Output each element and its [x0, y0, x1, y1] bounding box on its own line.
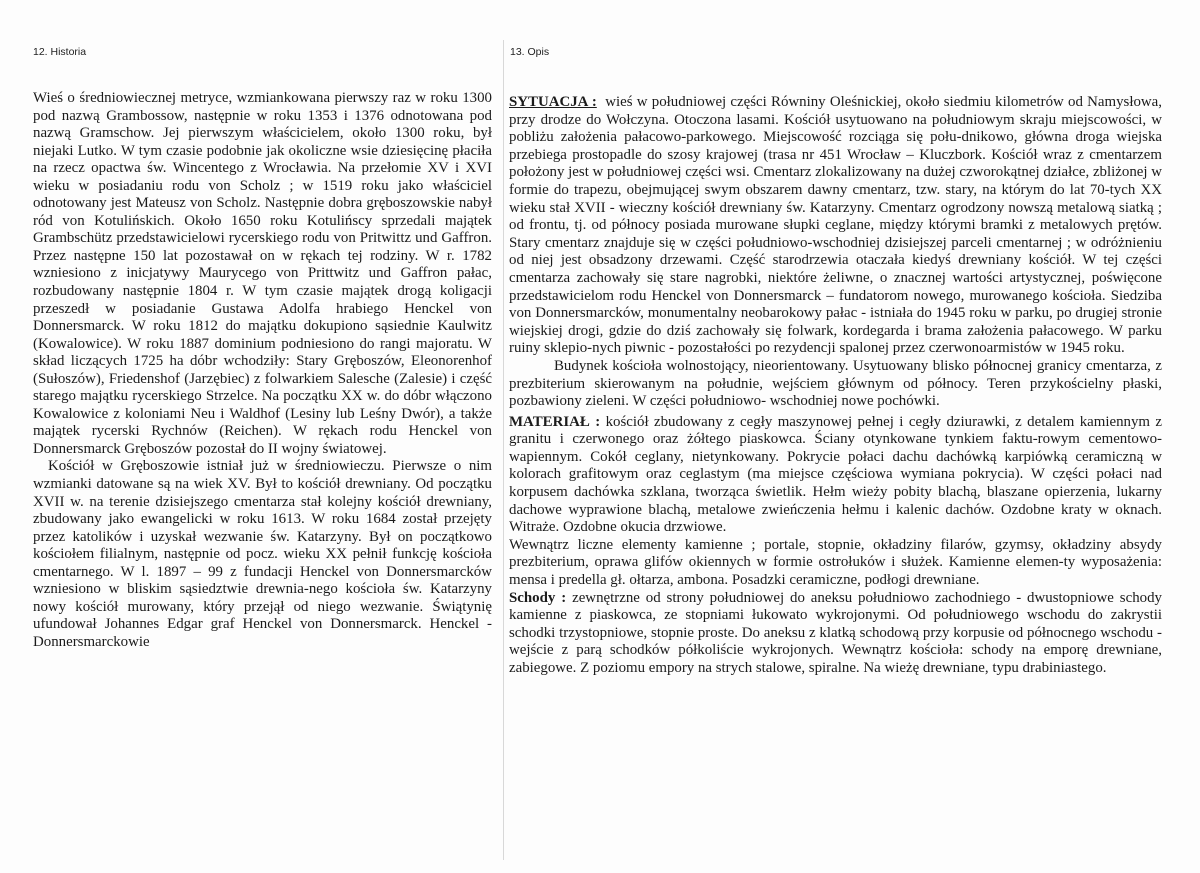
- situation-section: [509, 94, 1162, 358]
- column-divider: [503, 40, 504, 860]
- stairs-section: [509, 590, 1162, 678]
- history-column: [33, 90, 492, 652]
- situation-text: wieś w południowej części Równiny Oleśnickiej, około siedmiu kilometrów od Namysłowa, przy drodze do Wołczyna. Otoczona lasami. Kościół usytuowano na południowym skraju miejscowości, w pobliżu założenia pałacowo-parkowego. Miejscowość rozciąga się połu-dnikowo, główna droga wiejska przebiega prostopadle do szosy krajowej (trasa nr 451 Wrocław – Kluczbork. Kościół wraz z cmentarzem położony jest w południowej części wsi. Cmentarz zlokalizowany na dużej czworokątnej działce, zbliżonej w formie do trapezu, obejmującej swym obszarem dawny cmentarz, tzw. stary, na którym do lat 70-tych XX wieku stał XVII - wieczny kościół drewniany św. Katarzyny. Cmentarz ogrodzony nowszą metalową siatką ; od frontu, tj. od północy posiada murowane słupki ceglane, między którymi bramki z metalowych prętów. Stary cmentarz znajduje się w części południowo-wschodniej dzisiejszej parceli cmentarnej ; w odróżnieniu od niej jest obsadzony drzewami. Część starodrzewia otaczała kiedyś drewniany kościół. W tej części cmentarza zachowały się stare nagrobki, niektóre żeliwne, o znacznej wartości artystycznej, poświęcone przedstawicielom rodu Henckel von Donnersmarck – fundatorom nowego, murowanego kościoła. Siedziba von Donnersmarcków, monumentalny neobarokowy pałac - istniała do 1945 roku w parku, po drugiej stronie wiejskiej drogi, gdzie do dziś zachowały się folwark, kordegarda i brama założenia pałacowego. W parku ruiny sklepio-nych piwnic - pozostałości po rezydencji spalonej przez czerwonoarmistów w 1945 roku.: [509, 94, 1162, 357]
- description-column: [509, 94, 1162, 678]
- stairs-text: zewnętrzne od strony południowej do aneksu południowo zachodniego - dwustopniowe schody kamienne z piaskowca, ze stopniami łukowato wykrojonymi. Od południowego wschodu do zakrystii schodki trzystopniowe, stopnie proste. Do aneksu z klatką schodową przy korpusie od północnego wschodu - wejście z parą schodków półkoliście wykrojonych. Wewnątrz kościoła: schody na emporę drewniane, zabiegowe. Z poziomu empory na strych stalowe, spiralne. Na wieżę drewniane, typu drabiniastego.: [509, 589, 1162, 676]
- building-paragraph: Budynek kościoła wolnostojący, nieorientowany. Usytuowany blisko północnej granicy cmentarza, z prezbiterium skierowanym na południe, wejściem głównym od północy. Teren przykościelny płaski, pozbawiony zieleni. W części południowo- wschodniej nowe pochówki.: [509, 357, 1162, 410]
- interior-paragraph: Wewnątrz liczne elementy kamienne ; portale, stopnie, okładziny filarów, gzymsy, okładziny absydy prezbiterium, oprawa glifów okiennych w formie ostrołuków i służek. Kamienne elemen-ty wyposażenia: mensa i predella gł. ołtarza, ambona. Posadzki ceramiczne, podłogi drewniane.: [509, 536, 1162, 589]
- history-paragraph-2-continuation: W l. 1897 – 99 z fundacji Henckel von Donnersmarcków wzniesiono w bliskim sąsiedztwie drewnia-nego kościoła św. Katarzyny nowy kościół murowany, który przejął od niego wezwanie. Świątynię ufundował Johannes Edgar graf Henckel von Donnersmarck. Henckel - Donnersmarckowie: [33, 563, 492, 650]
- stairs-heading: Schody :: [509, 589, 567, 606]
- situation-heading: SYTUACJA :: [509, 94, 597, 110]
- material-text: kościół zbudowany z cegły maszynowej pełnej i cegły dziurawki, z detalem kamiennym z granitu i czerwonego oraz żółtego piaskowca. Ściany otynkowane tynkiem faktu-rowym cementowo-wapiennym. Cokół ceglany, nietynkowany. Pokrycie połaci dachu dachówką karpiówką ceramiczną w kolorach grafitowym oraz ceglastym (ma miejsce częściowa wymiana pokrycia). W części połaci nad korpusem dachówka szklana, tworząca świetlik. Hełm wieży pobity blachą, blaszane opierzenia, lukarny dachowe wyprawione blachą, metalowe zwieńczenia hełmu i kalenic dachów. Ozdobne kraty w oknach. Witraże. Ozdobne okucia drzwiowe.: [509, 413, 1163, 536]
- page-header-right: 13. Opis: [510, 46, 550, 58]
- material-heading: MATERIAŁ :: [509, 413, 601, 430]
- history-paragraph-1: Wieś o średniowiecznej metryce, wzmiankowana pierwszy raz w roku 1300 pod nazwą Grambossow, następnie w roku 1353 i 1376 odnotowana pod nazwą Gramschow. Jej pierwszym właścicielem, około 1300 roku, był niejaki Lutko. W tym czasie podobnie jak okoliczne wsie dziesięcinę płaciła na rzecz opactwa św. Wincentego z Wrocławia. Na przełomie XV i XVI wieku w posiadaniu rodu von Scholz ; w 1519 roku jako właściciel odnotowany jest Mateusz von Scholz. Następnie dobra gręboszowskie nabył ród von Kotulińskich. Około 1650 roku Kotulińscy sprzedali majątek Grambschütz przedstawicielowi rycerskiego rodu von Pritwittz und Gaffron. Przez następne 150 lat pozostawał on w rękach tej rodziny. W r. 1782 wzniesiono z inicjatywy Maurycego von Prittwitz und Gaffron pałac, rozbudowany następnie 1804 r. W tym czasie majątek drogą koligacji przeszedł w posiadanie Gustawa Adolfa hrabiego Henckel von Donnersmarck. W roku 1812 do majątku dokupiono sąsiednie Kaulwitz (Kowalowice). W roku 1887 dominium podniesiono do rangi majoratu. W skład liczących 1725 ha dóbr wchodziły: Stary Gręboszów, Eleonorenhof (Sułoszów), Friedenshof (Jarzębiec) z folwarkiem Salesche (Zalesie) i część starego majątku rycerskiego Strzelce. Na początku XX w. do dóbr włączono Kowalowice z koloniami Neu i Waldhof (Lesiny lub Leśny Dwór), a także majątek rycerski Rychnów (Reichen). W rękach rodu Henckel von Donnersmarck Gręboszów pozostał do II wojny światowej.: [33, 90, 492, 457]
- material-section: [509, 414, 1162, 537]
- page-header-left: 12. Historia: [33, 46, 87, 58]
- history-paragraph-2: [33, 458, 492, 651]
- history-paragraph-2-text: Kościół w Gręboszowie istniał już w średniowieczu. Pierwsze o nim wzmianki datowane są na wiek XV. Był to kościół drewniany. Od początku XVII w. na terenie dzisiejszego cmentarza stał kolejny kościół drewniany, zbudowany jako ewangelicki w roku 1613. W roku 1684 został przejęty przez katolików i uzyskał wezwanie św. Katarzyny. Był on początkowo kościołem filialnym, następnie od pocz. wieku XX pełnił funkcję kościoła cmentarnego.: [33, 458, 492, 580]
